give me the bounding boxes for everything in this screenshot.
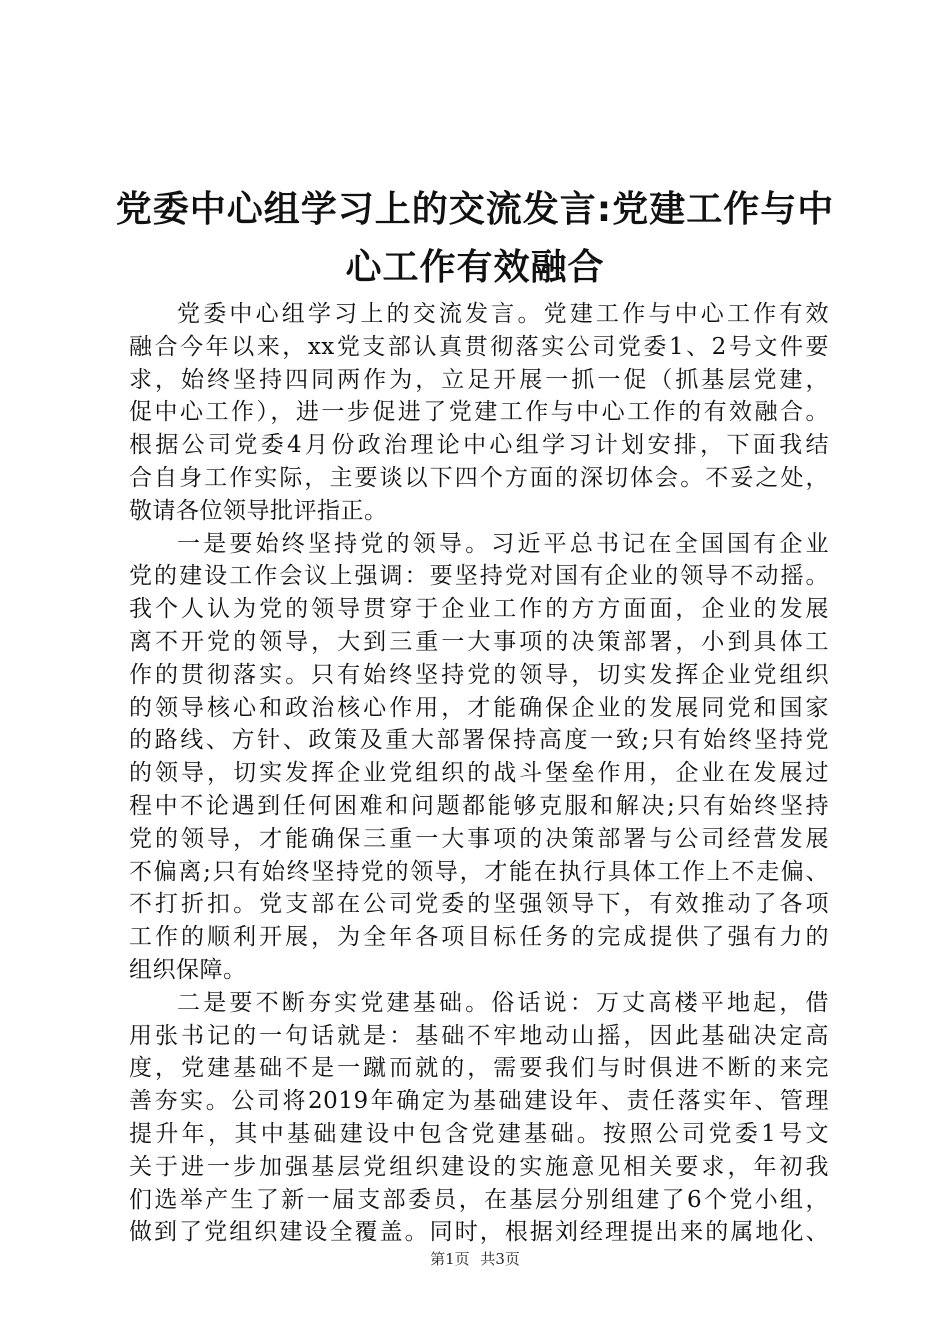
body-line: 的领导核心和政治核心作用，才能确保企业的发展同党和国家	[129, 694, 829, 721]
body-line: 敬请各位领导批评指正。	[129, 497, 388, 524]
body-line: 关于进一步加强基层党组织建设的实施意见相关要求，年初我	[129, 1153, 829, 1180]
body-line: 融合今年以来，xx党支部认真贯彻落实公司党委1、2号文件要	[129, 333, 829, 360]
body-line: 党委中心组学习上的交流发言。党建工作与中心工作有效	[177, 301, 829, 327]
body-line: 我个人认为党的领导贯穿于企业工作的方方面面，企业的发展	[129, 596, 829, 623]
document-title-line-1: 党委中心组学习上的交流发言:党建工作与中	[115, 189, 835, 230]
body-line: 不打折扣。党支部在公司党委的坚强领导下，有效推动了各项	[129, 891, 829, 918]
body-line: 组织保障。	[129, 956, 247, 983]
body-line: 合自身工作实际，主要谈以下四个方面的深切体会。不妥之处，	[129, 464, 829, 491]
body-line: 离不开党的领导，大到三重一大事项的决策部署，小到具体工	[129, 628, 829, 655]
body-line: 们选举产生了新一届支部委员，在基层分别组建了6个党小组，	[129, 1186, 829, 1213]
body-line: 党的领导，才能确保三重一大事项的决策部署与公司经营发展	[129, 825, 829, 852]
body-line: 度，党建基础不是一蹴而就的，需要我们与时俱进不断的来完	[129, 1055, 829, 1082]
body-line: 二是要不断夯实党建基础。俗话说：万丈高楼平地起，借	[177, 989, 829, 1016]
body-line: 一是要始终坚持党的领导。习近平总书记在全国国有企业	[177, 530, 829, 557]
body-line: 用张书记的一句话就是：基础不牢地动山摇，因此基础决定高	[129, 1022, 829, 1049]
body-line: 作的贯彻落实。只有始终坚持党的领导，切实发挥企业党组织	[129, 661, 829, 688]
body-line: 做到了党组织建设全覆盖。同时，根据刘经理提出来的属地化、	[129, 1219, 829, 1246]
body-line: 根据公司党委4月份政治理论中心组学习计划安排，下面我结	[129, 432, 829, 459]
document-body	[129, 298, 829, 1249]
document-title-line-2: 心工作有效融合	[345, 247, 605, 288]
body-line: 的领导，切实发挥企业党组织的战斗堡垒作用，企业在发展过	[129, 760, 829, 787]
body-line: 善夯实。公司将2019年确定为基础建设年、责任落实年、管理	[129, 1088, 829, 1115]
body-line: 促中心工作），进一步促进了党建工作与中心工作的有效融合。	[129, 399, 829, 426]
body-line: 提升年，其中基础建设中包含党建基础。按照公司党委1号文	[129, 1120, 829, 1147]
body-line: 求，始终坚持四同两作为，立足开展一抓一促（抓基层党建，	[129, 366, 829, 393]
body-line: 程中不论遇到任何困难和问题都能够克服和解决;只有始终坚持	[129, 792, 829, 819]
body-line: 的路线、方针、政策及重大部署保持高度一致;只有始终坚持党	[129, 727, 829, 754]
body-line: 党的建设工作会议上强调：要坚持党对国有企业的领导不动摇。	[129, 563, 829, 590]
body-line: 工作的顺利开展，为全年各项目标任务的完成提供了强有力的	[129, 924, 829, 951]
body-line: 不偏离;只有始终坚持党的领导，才能在执行具体工作上不走偏、	[129, 858, 829, 885]
page-footer: 第1页 共3页	[430, 1250, 520, 1268]
